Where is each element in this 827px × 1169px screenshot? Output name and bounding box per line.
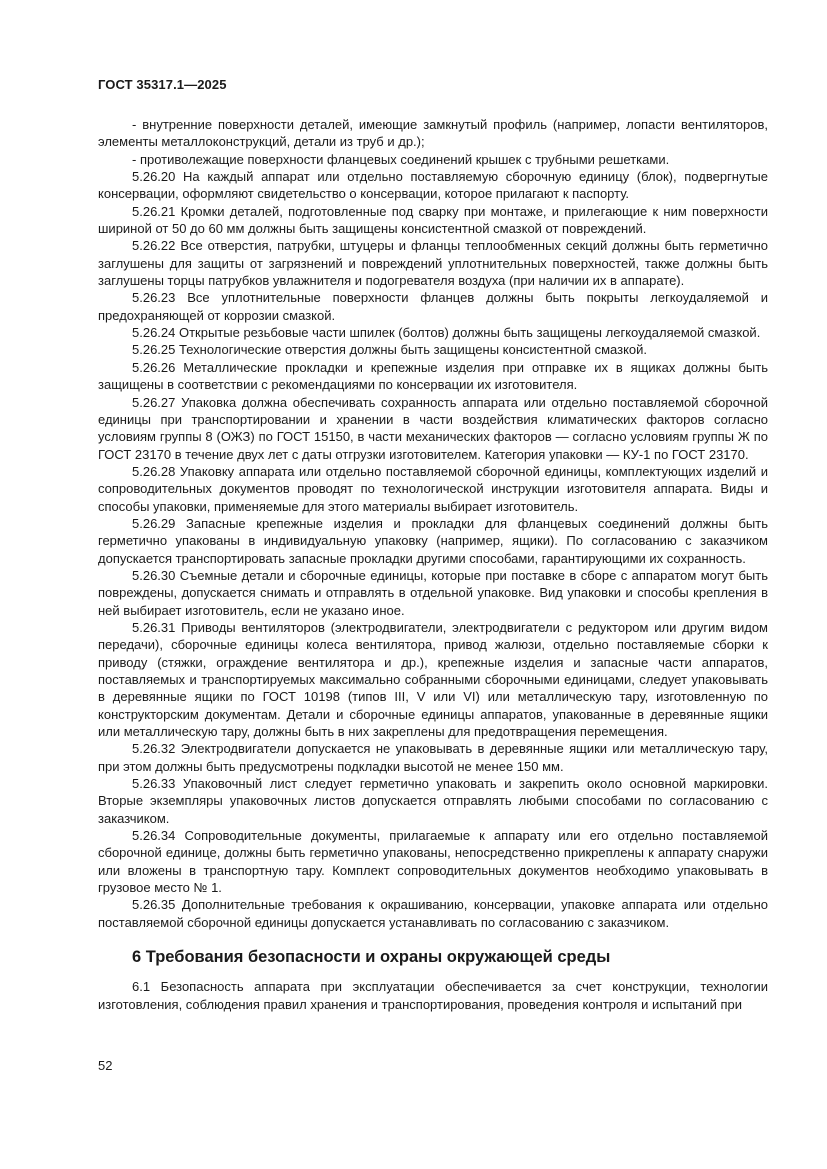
paragraph: - противолежащие поверхности фланцевых соединений крышек с трубными решетками. bbox=[132, 151, 670, 167]
paragraph: 5.26.20 На каждый аппарат или отдельно поставляемую сборочную единицу (блок), подвергнутые консервации, оформляют свидетельство о консервации, которое прилагают к паспорту. bbox=[98, 169, 768, 202]
paragraph: 5.26.26 Металлические прокладки и крепежные изделия при отправке их в ящиках должны быть защищены в соответствии с рекомендациями по консервации их изготовителя. bbox=[98, 359, 768, 393]
paragraph: - внутренние поверхности деталей, имеющие замкнутый профиль (например, лопасти вентиляторов, элементы металлоконструкций, детали из труб и др.); bbox=[98, 117, 768, 150]
paragraph: 5.26.35 Дополнительные требования к окрашиванию, консервации, упаковке аппарата или отдельно поставляемой сборочной единицы допускается устанавливать по согласованию с заказчиком. bbox=[98, 897, 768, 930]
document-header: ГОСТ 35317.1—2025 bbox=[98, 77, 227, 92]
document-body bbox=[98, 116, 768, 1013]
page-number: 52 bbox=[98, 1058, 113, 1073]
paragraph: 5.26.24 Открытые резьбовые части шпилек (болтов) должны быть защищены легкоудаляемой смазкой. bbox=[132, 325, 761, 341]
paragraph: 5.26.33 Упаковочный лист следует герметично упаковать и закрепить около основной маркировки. Вторые экземпляры упаковочных листов допускается отправлять любыми способами по согласованию с заказчиком. bbox=[98, 776, 768, 826]
section-heading: 6 Требования безопасности и охраны окружающей среды bbox=[132, 948, 611, 967]
paragraph: 5.26.29 Запасные крепежные изделия и прокладки для фланцевых соединений должны быть герметично упакованы в индивидуальную упаковку (например, ящики). По согласованию с заказчиком допускается транспортировать запасные прокладки другими способами, гарантирующими их сохранность. bbox=[98, 515, 768, 566]
paragraph: 5.26.28 Упаковку аппарата или отдельно поставляемой сборочной единицы, комплектующих изделий и сопроводительных документов проводят по технологической инструкции изготовителя аппарата. Виды и способы упаковки, применяемые для этого материалы выбирает изготовитель. bbox=[98, 463, 768, 514]
paragraph: 5.26.32 Электродвигатели допускается не упаковывать в деревянные ящики или металлическую тару, при этом должны быть предусмотрены подкладки высотой не менее 150 мм. bbox=[98, 741, 768, 774]
paragraph: 5.26.21 Кромки деталей, подготовленные под сварку при монтаже, и прилегающие к ним поверхности шириной от 50 до 60 мм должны быть защищены консистентной смазкой от повреждений. bbox=[98, 203, 768, 237]
paragraph: 5.26.23 Все уплотнительные поверхности фланцев должны быть покрыты легкоудаляемой и предохраняющей от коррозии смазкой. bbox=[98, 290, 768, 323]
paragraph: 5.26.22 Все отверстия, патрубки, штуцеры и фланцы теплообменных секций должны быть герметично заглушены для защиты от загрязнений и повреждений уплотнительных поверхностей, также должны быть заглушены торцы патрубков увлажнителя и подогревателя воздуха (при наличии их в аппарате). bbox=[98, 238, 768, 289]
paragraph: 6.1 Безопасность аппарата при эксплуатации обеспечивается за счет конструкции, технологии изготовления, соблюдения правил хранения и транспортирования, проведения контроля и испытаний при bbox=[98, 979, 768, 1012]
paragraph: 5.26.27 Упаковка должна обеспечивать сохранность аппарата или отдельно поставляемой сборочной единицы при транспортировании и хранении в части воздействия климатических факторов согласно условиям группы 8 (ОЖЗ) по ГОСТ 15150, в части механических факторов — согласно условиям группы Ж по ГОСТ 23170 в течение двух лет с даты отгрузки изготовителем. Категория упаковки — КУ-1 по ГОСТ 23170. bbox=[98, 394, 768, 462]
paragraph: 5.26.30 Съемные детали и сборочные единицы, которые при поставке в сборе с аппаратом могут быть повреждены, допускается снимать и отправлять в отдельной упаковке. Вид упаковки и способы крепления в ней выбирает изготовитель, если не указано иное. bbox=[98, 567, 768, 618]
paragraph: 5.26.31 Приводы вентиляторов (электродвигатели, электродвигатели с редуктором или другим видом передачи), сборочные единицы колеса вентилятора, привод жалюзи, отдельно поставляемые сборки к приводу (стяжки, ограждение вентилятора и др.), крепежные изделия и запасные части аппаратов, поставляемых и транспортируемых максимально собранными сборочными единицами, следует упаковывать в деревянные ящики по ГОСТ 10198 (типов III, V или VI) или металлическую тару, изготовленную по конструкторским документам. Детали и сборочные единицы аппаратов, упакованные в деревянные ящики или металлическую тару, должны быть в них закреплены для предотвращения перемещения. bbox=[98, 619, 768, 740]
paragraph: 5.26.34 Сопроводительные документы, прилагаемые к аппарату или его отдельно поставляемой сборочной единице, должны быть герметично упакованы, непосредственно прикреплены к аппарату снаружи или вложены в транспортную тару. Комплект сопроводительных документов необходимо упаковывать в грузовое место № 1. bbox=[98, 828, 768, 896]
paragraph: 5.26.25 Технологические отверстия должны быть защищены консистентной смазкой. bbox=[132, 342, 648, 358]
